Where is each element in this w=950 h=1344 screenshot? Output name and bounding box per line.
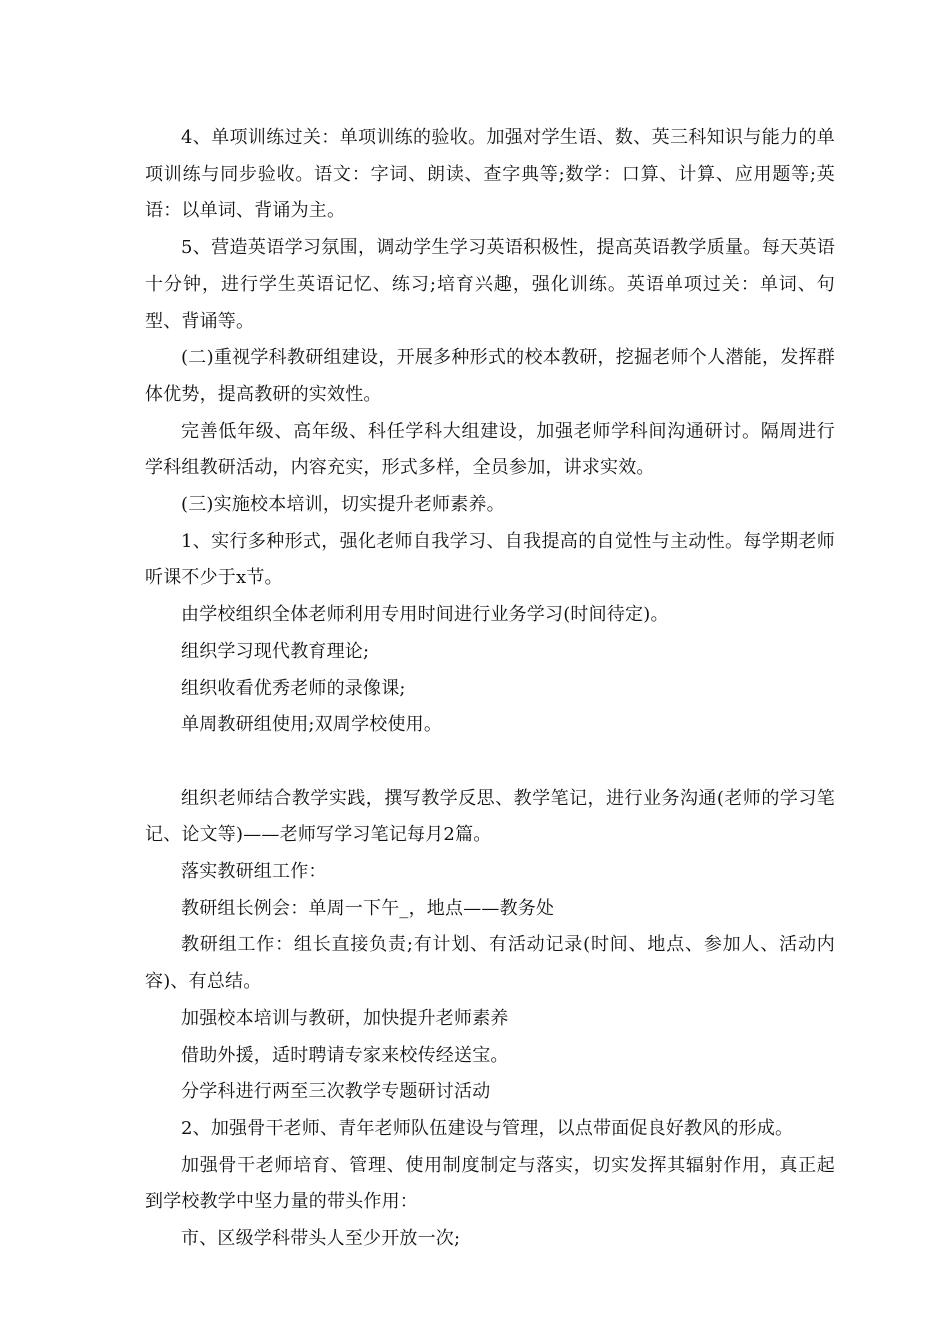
paragraph-weekly-usage: 单周教研组使用;双周学校使用。 <box>181 714 443 736</box>
paragraph-multiple-forms: 1、实行多种形式，强化老师自我学习、自我提高的自觉性与主动性。每学期老师听课不少于x节。 <box>145 530 835 589</box>
paragraph-single-item-training: 4、单项训练过关：单项训练的验收。加强对学生语、数、英三科知识与能力的单项训练与同步验收。语文：字词、朗读、查字典等;数学：口算、计算、应用题等;英语：以单词、背诵为主。 <box>145 127 835 222</box>
blank-line <box>145 744 835 781</box>
paragraph-section-three-heading: (三)实施校本培训，切实提升老师素养。 <box>181 494 505 516</box>
paragraph-modern-theory: 组织学习现代教育理论; <box>181 640 370 662</box>
document-body <box>145 120 835 1258</box>
paragraph-group-work-details: 教研组工作：组长直接负责;有计划、有活动记录(时间、地点、参加人、活动内容)、有总结。 <box>145 934 835 993</box>
paragraph-subject-seminars: 分学科进行两至三次教学专题研讨活动 <box>181 1081 491 1103</box>
paragraph-strengthen-training: 加强校本培训与教研，加快提升老师素养 <box>181 1007 509 1029</box>
paragraph-group-work-heading: 落实教研组工作： <box>181 861 327 883</box>
paragraph-teaching-reflection: 组织老师结合教学实践，撰写教学反思、教学笔记，进行业务沟通(老师的学习笔记、论文等)——老师写学习笔记每月2篇。 <box>145 787 835 846</box>
paragraph-leader-meeting: 教研组长例会：单周一下午_，地点——教务处 <box>181 897 555 919</box>
paragraph-group-building: 完善低年级、高年级、科任学科大组建设，加强老师学科间沟通研讨。隔周进行学科组教研活动，内容充实，形式多样，全员参加，讲求实效。 <box>145 420 835 479</box>
paragraph-english-atmosphere: 5、营造英语学习氛围，调动学生学习英语积极性，提高英语教学质量。每天英语十分钟，进行学生英语记忆、练习;培育兴趣，强化训练。英语单项过关：单词、句型、背诵等。 <box>145 237 835 332</box>
paragraph-video-lessons: 组织收看优秀老师的录像课; <box>181 677 406 699</box>
paragraph-backbone-teachers: 2、加强骨干老师、青年老师队伍建设与管理，以点带面促良好教风的形成。 <box>181 1117 794 1139</box>
paragraph-business-study: 由学校组织全体老师利用专用时间进行业务学习(时间待定)。 <box>181 604 669 626</box>
paragraph-section-two-heading: (二)重视学科教研组建设，开展多种形式的校本教研，挖掘老师个人潜能，发挥群体优势，提高教研的实效性。 <box>145 347 835 405</box>
paragraph-external-experts: 借助外援，适时聘请专家来校传经送宝。 <box>181 1044 509 1066</box>
paragraph-subject-leaders: 市、区级学科带头人至少开放一次; <box>181 1228 461 1250</box>
paragraph-backbone-management: 加强骨干老师培育、管理、使用制度制定与落实，切实发挥其辐射作用，真正起到学校教学中坚力量的带头作用： <box>145 1154 835 1213</box>
